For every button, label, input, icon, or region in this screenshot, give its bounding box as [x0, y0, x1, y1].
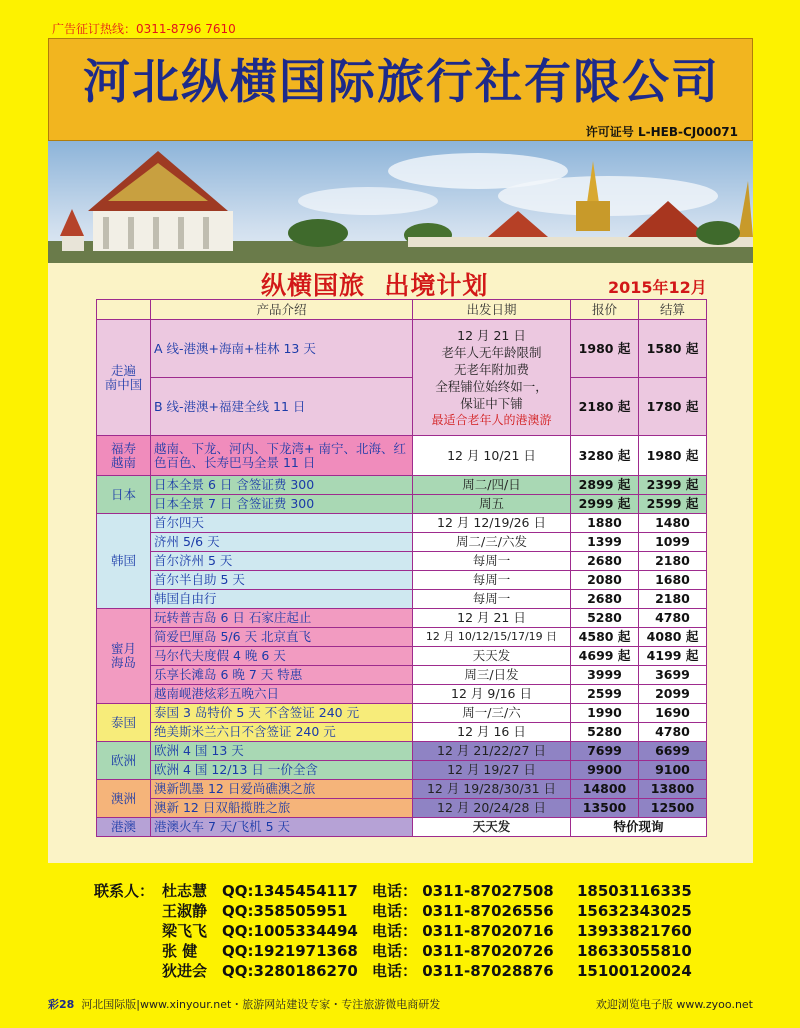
- south-date-line: 全程铺位始终如一，: [435, 378, 548, 394]
- footer-left: [48, 996, 440, 1012]
- product-name: 澳新凯墨 12 日爱尚礁澳之旅: [151, 780, 413, 799]
- contact-mobile: 15100120024: [577, 962, 692, 980]
- contact-name: 梁飞飞: [162, 922, 208, 940]
- table-row: [97, 436, 707, 476]
- contact-row: [94, 960, 744, 980]
- price-cell: 2599: [571, 685, 639, 704]
- price-cell: 1990: [571, 704, 639, 723]
- date-cell: 12 月 12/19/26 日: [413, 514, 571, 533]
- date-cell: 12 月 21/22/27 日: [413, 742, 571, 761]
- date-cell: 12 月 19/28/30/31 日: [413, 780, 571, 799]
- page-number: 彩28: [48, 998, 75, 1011]
- settle-cell: 4780: [639, 723, 707, 742]
- region-europe: 欧洲: [97, 742, 151, 780]
- price-cell: 2080: [571, 571, 639, 590]
- south-date-line: 12 月 21 日: [457, 327, 526, 343]
- price-cell: 1399: [571, 533, 639, 552]
- south-date-cell: [413, 320, 571, 436]
- header-blank: [97, 300, 151, 320]
- price-cell: 5280: [571, 609, 639, 628]
- settle-cell: 6699: [639, 742, 707, 761]
- date-cell: 12 月 16 日: [413, 723, 571, 742]
- region-hkmacau: 港澳: [97, 818, 151, 837]
- settle-cell: 4080 起: [639, 628, 707, 647]
- company-name: 河北纵横国际旅行社有限公司: [83, 55, 720, 110]
- south-date-line: 保证中下铺: [460, 395, 523, 411]
- region-japan: 日本: [97, 476, 151, 514]
- settle-cell: 1690: [639, 704, 707, 723]
- table-row: [97, 320, 707, 378]
- settle-cell: 2399 起: [639, 476, 707, 495]
- settle-cell: 2180: [639, 552, 707, 571]
- price-cell: 14800: [571, 780, 639, 799]
- product-name: 越南、下龙、河内、下龙湾+ 南宁、北海、红色百色、长寿巴马全景 11 日: [151, 436, 413, 476]
- header-price: 报价: [571, 300, 639, 320]
- date-cell: 周五: [413, 495, 571, 514]
- table-header-row: [97, 300, 707, 320]
- contact-row: [94, 940, 744, 960]
- contact-phone: 电话： 0311-87027508: [372, 882, 554, 900]
- header-banner: [48, 38, 753, 141]
- date-cell: 12 月 9/16 日: [413, 685, 571, 704]
- product-name: 欧洲 4 国 13 天: [151, 742, 413, 761]
- table-row: [97, 590, 707, 609]
- header-date: 出发日期: [413, 300, 571, 320]
- table-row: [97, 704, 707, 723]
- product-name: 乐享长滩岛 6 晚 7 天 特惠: [151, 666, 413, 685]
- settle-cell: 1780 起: [639, 378, 707, 436]
- region-honeymoon: 蜜月 海岛: [97, 609, 151, 704]
- south-date-line: 老年人无年龄限制: [441, 344, 542, 360]
- date-cell: 12 月 19/27 日: [413, 761, 571, 780]
- price-cell: 1880: [571, 514, 639, 533]
- price-cell: 1980 起: [571, 320, 639, 378]
- product-name: 澳新 12 日双船揽胜之旅: [151, 799, 413, 818]
- date-cell: 天天发: [413, 647, 571, 666]
- settle-cell: 9100: [639, 761, 707, 780]
- price-cell: 2999 起: [571, 495, 639, 514]
- price-cell: 13500: [571, 799, 639, 818]
- settle-cell: 1099: [639, 533, 707, 552]
- contact-qq: QQ:1345454117: [222, 882, 358, 900]
- contact-qq: QQ:1005334494: [222, 922, 358, 940]
- ad-hotline: 广告征订热线：0311-8796 7610: [52, 22, 236, 36]
- contacts-label: 联系人：: [94, 882, 155, 900]
- plan-date: 2015年12月: [608, 278, 707, 297]
- product-name: 韩国自由行: [151, 590, 413, 609]
- contact-qq: QQ:358505951: [222, 902, 348, 920]
- price-cell: 5280: [571, 723, 639, 742]
- price-cell: 3280 起: [571, 436, 639, 476]
- date-cell: 12 月 10/21 日: [413, 436, 571, 476]
- footer-website[interactable]: 河北国际版|www.xinyour.net・旅游网站建设专家・专注旅游微电商研发: [81, 998, 441, 1011]
- price-cell: 特价现询: [571, 818, 707, 837]
- product-name: 越南岘港炫彩五晚六日: [151, 685, 413, 704]
- contact-name: 狄进会: [162, 962, 208, 980]
- table-row: [97, 780, 707, 799]
- table-row: [97, 571, 707, 590]
- date-cell: 每周一: [413, 590, 571, 609]
- contact-phone: 电话： 0311-87020726: [372, 942, 554, 960]
- contact-mobile: 18503116335: [577, 882, 692, 900]
- date-cell: 周二/三/六发: [413, 533, 571, 552]
- price-cell: 2180 起: [571, 378, 639, 436]
- product-name: 玩转普吉岛 6 日 石家庄起止: [151, 609, 413, 628]
- contact-mobile: 15632343025: [577, 902, 692, 920]
- plan-title: 纵横国旅 出境计划: [261, 271, 489, 300]
- product-name: 马尔代夫度假 4 晚 6 天: [151, 647, 413, 666]
- plan-title-row: [48, 264, 753, 300]
- product-name: B 线-港澳+福建全线 11 日: [151, 378, 413, 436]
- table-row: [97, 647, 707, 666]
- settle-cell: 12500: [639, 799, 707, 818]
- header-product: 产品介绍: [151, 300, 413, 320]
- contact-name: 张 健: [162, 942, 198, 960]
- product-name: 简爱巴厘岛 5/6 天 北京直飞: [151, 628, 413, 647]
- settle-cell: 1480: [639, 514, 707, 533]
- region-australia: 澳洲: [97, 780, 151, 818]
- header-settle: 结算: [639, 300, 707, 320]
- region-fushou: 福寿 越南: [97, 436, 151, 476]
- table-row: [97, 799, 707, 818]
- price-cell: 4699 起: [571, 647, 639, 666]
- price-cell: 7699: [571, 742, 639, 761]
- price-cell: 3999: [571, 666, 639, 685]
- settle-cell: 13800: [639, 780, 707, 799]
- table-row: [97, 666, 707, 685]
- settle-cell: 2599 起: [639, 495, 707, 514]
- product-name: 港澳火车 7 天/飞机 5 天: [151, 818, 413, 837]
- settle-cell: 1680: [639, 571, 707, 590]
- date-cell: 天天发: [413, 818, 571, 837]
- south-date-line: 无老年附加费: [453, 361, 529, 377]
- product-name: 日本全景 7 日 含签证费 300: [151, 495, 413, 514]
- license-number: 许可证号 L-HEB-CJ00071: [585, 125, 738, 139]
- price-cell: 2680: [571, 590, 639, 609]
- settle-cell: 1980 起: [639, 436, 707, 476]
- settle-cell: 2180: [639, 590, 707, 609]
- date-cell: 周三/日发: [413, 666, 571, 685]
- table-row: [97, 723, 707, 742]
- footer-right[interactable]: 欢迎浏览电子版 www.zyoo.net: [595, 998, 753, 1011]
- south-note: 最适合老年人的港澳游: [431, 412, 552, 427]
- product-name: 欧洲 4 国 12/13 日 一价全含: [151, 761, 413, 780]
- table-row: [97, 685, 707, 704]
- region-thailand: 泰国: [97, 704, 151, 742]
- date-cell: 周一/三/六: [413, 704, 571, 723]
- settle-cell: 4780: [639, 609, 707, 628]
- table-row: [97, 609, 707, 628]
- contact-qq: QQ:3280186270: [222, 962, 358, 980]
- tour-table: [96, 299, 707, 837]
- date-cell: 12 月 10/12/15/17/19 日: [413, 628, 571, 647]
- region-south: 走遍 南中国: [97, 320, 151, 436]
- product-name: 首尔半自助 5 天: [151, 571, 413, 590]
- contact-row: [94, 880, 744, 900]
- date-cell: 12 月 21 日: [413, 609, 571, 628]
- settle-cell: 3699: [639, 666, 707, 685]
- table-row: [97, 628, 707, 647]
- contact-name: 杜志慧: [162, 882, 208, 900]
- contact-name: 王淑静: [162, 902, 208, 920]
- table-row: [97, 476, 707, 495]
- product-name: A 线-港澳+海南+桂林 13 天: [151, 320, 413, 378]
- product-name: 日本全景 6 日 含签证费 300: [151, 476, 413, 495]
- contact-mobile: 18633055810: [577, 942, 692, 960]
- contact-mobile: 13933821760: [577, 922, 692, 940]
- table-row: [97, 514, 707, 533]
- table-row: [97, 495, 707, 514]
- price-cell: 2899 起: [571, 476, 639, 495]
- table-row: [97, 378, 707, 436]
- date-cell: 每周一: [413, 552, 571, 571]
- contact-phone: 电话： 0311-87020716: [372, 922, 554, 940]
- table-row: [97, 818, 707, 837]
- price-cell: 2680: [571, 552, 639, 571]
- contact-list: [94, 880, 744, 980]
- date-cell: 每周一: [413, 571, 571, 590]
- footer: [48, 992, 753, 1014]
- product-name: 泰国 3 岛特价 5 天 不含签证 240 元: [151, 704, 413, 723]
- date-cell: 周二/四/日: [413, 476, 571, 495]
- settle-cell: 2099: [639, 685, 707, 704]
- temple-photo: [48, 141, 753, 263]
- table-row: [97, 761, 707, 780]
- table-row: [97, 533, 707, 552]
- contact-row: [94, 920, 744, 940]
- date-cell: 12 月 20/24/28 日: [413, 799, 571, 818]
- table-row: [97, 552, 707, 571]
- settle-cell: 1580 起: [639, 320, 707, 378]
- contact-phone: 电话： 0311-87026556: [372, 902, 554, 920]
- contact-qq: QQ:1921971368: [222, 942, 358, 960]
- temple-photo-illustration: [48, 141, 753, 263]
- product-name: 济州 5/6 天: [151, 533, 413, 552]
- table-row: [97, 742, 707, 761]
- product-name: 首尔四天: [151, 514, 413, 533]
- contact-row: [94, 900, 744, 920]
- price-cell: 4580 起: [571, 628, 639, 647]
- contact-phone: 电话： 0311-87028876: [372, 962, 554, 980]
- product-name: 绝美斯米兰六日不含签证 240 元: [151, 723, 413, 742]
- price-cell: 9900: [571, 761, 639, 780]
- settle-cell: 4199 起: [639, 647, 707, 666]
- region-korea: 韩国: [97, 514, 151, 609]
- product-name: 首尔济州 5 天: [151, 552, 413, 571]
